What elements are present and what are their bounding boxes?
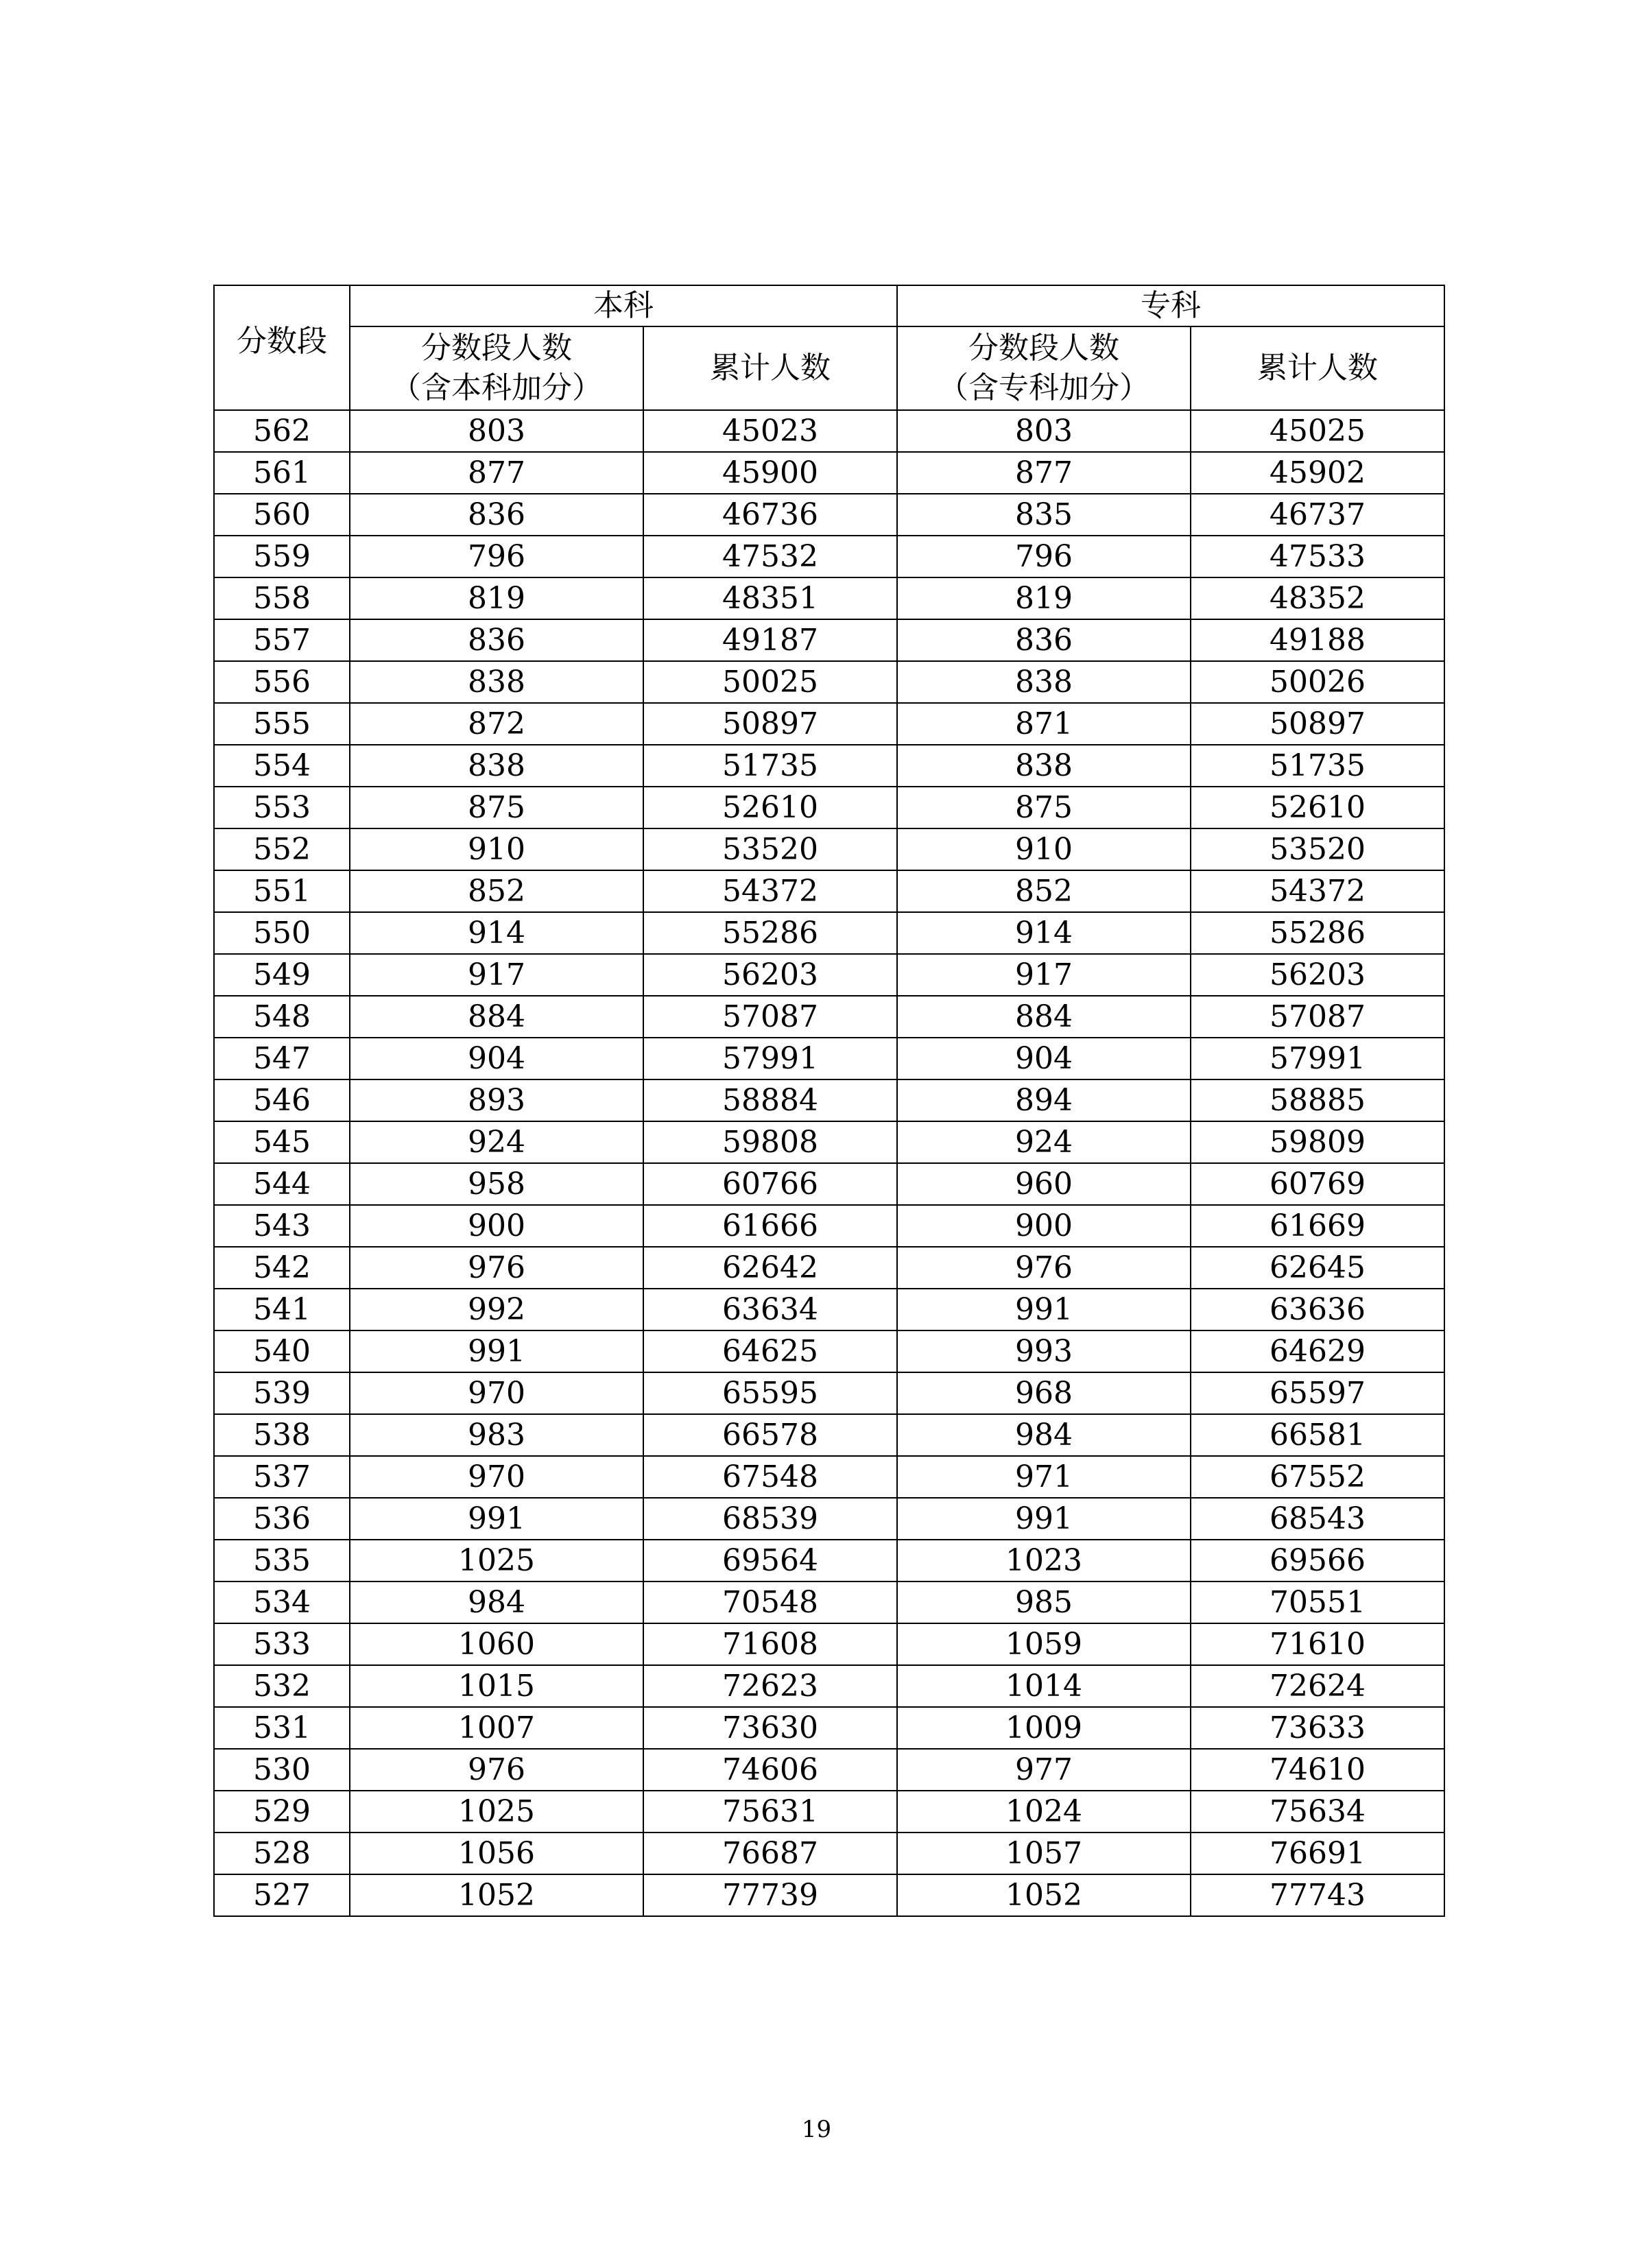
undergrad-cumulative-cell: 55286 bbox=[643, 912, 897, 954]
undergrad-count-cell: 877 bbox=[350, 452, 643, 494]
table-row bbox=[214, 1791, 1444, 1833]
score-cell: 542 bbox=[214, 1247, 350, 1289]
junior-cumulative-cell: 45902 bbox=[1191, 452, 1444, 494]
table-row bbox=[214, 1874, 1444, 1916]
undergrad-cumulative-cell: 66578 bbox=[643, 1414, 897, 1456]
junior-cumulative-cell: 62645 bbox=[1191, 1247, 1444, 1289]
undergrad-count-cell: 991 bbox=[350, 1498, 643, 1540]
undergrad-count-cell: 838 bbox=[350, 745, 643, 787]
undergrad-cumulative-cell: 53520 bbox=[643, 828, 897, 870]
junior-count-cell: 871 bbox=[897, 703, 1191, 745]
table-row bbox=[214, 1079, 1444, 1121]
undergrad-count-cell: 872 bbox=[350, 703, 643, 745]
junior-count-cell: 917 bbox=[897, 954, 1191, 996]
junior-count-cell: 875 bbox=[897, 787, 1191, 828]
undergrad-count-cell: 884 bbox=[350, 996, 643, 1038]
junior-cumulative-cell: 50026 bbox=[1191, 661, 1444, 703]
undergrad-count-cell: 893 bbox=[350, 1079, 643, 1121]
undergrad-cumulative-cell: 62642 bbox=[643, 1247, 897, 1289]
junior-cumulative-cell: 57087 bbox=[1191, 996, 1444, 1038]
junior-cumulative-cell: 70551 bbox=[1191, 1581, 1444, 1623]
table-row bbox=[214, 494, 1444, 536]
junior-count-cell: 971 bbox=[897, 1456, 1191, 1498]
junior-cumulative-cell: 77743 bbox=[1191, 1874, 1444, 1916]
junior-cumulative-cell: 67552 bbox=[1191, 1456, 1444, 1498]
score-distribution-table bbox=[213, 285, 1445, 1917]
score-cell: 560 bbox=[214, 494, 350, 536]
score-cell: 544 bbox=[214, 1163, 350, 1205]
junior-count-cell: 985 bbox=[897, 1581, 1191, 1623]
undergrad-cumulative-cell: 54372 bbox=[643, 870, 897, 912]
junior-cumulative-cell: 63636 bbox=[1191, 1289, 1444, 1330]
score-cell: 538 bbox=[214, 1414, 350, 1456]
undergrad-count-cell: 852 bbox=[350, 870, 643, 912]
junior-count-cell: 991 bbox=[897, 1498, 1191, 1540]
junior-count-cell: 1023 bbox=[897, 1540, 1191, 1581]
table-row bbox=[214, 1456, 1444, 1498]
junior-count-cell: 838 bbox=[897, 661, 1191, 703]
undergrad-cumulative-cell: 58884 bbox=[643, 1079, 897, 1121]
undergrad-count-cell: 914 bbox=[350, 912, 643, 954]
score-cell: 559 bbox=[214, 536, 350, 577]
score-cell: 536 bbox=[214, 1498, 350, 1540]
undergrad-cumulative-cell: 72623 bbox=[643, 1665, 897, 1707]
score-cell: 539 bbox=[214, 1372, 350, 1414]
score-cell: 550 bbox=[214, 912, 350, 954]
junior-cumulative-cell: 64629 bbox=[1191, 1330, 1444, 1372]
score-cell: 551 bbox=[214, 870, 350, 912]
header-undergrad-count bbox=[350, 326, 643, 410]
table-row bbox=[214, 954, 1444, 996]
junior-count-cell: 976 bbox=[897, 1247, 1191, 1289]
undergrad-count-cell: 836 bbox=[350, 494, 643, 536]
score-cell: 535 bbox=[214, 1540, 350, 1581]
table-row bbox=[214, 1163, 1444, 1205]
table-row bbox=[214, 619, 1444, 661]
score-cell: 561 bbox=[214, 452, 350, 494]
undergrad-cumulative-cell: 59808 bbox=[643, 1121, 897, 1163]
junior-cumulative-cell: 71610 bbox=[1191, 1623, 1444, 1665]
undergrad-cumulative-cell: 46736 bbox=[643, 494, 897, 536]
table-row bbox=[214, 1665, 1444, 1707]
junior-count-cell: 1057 bbox=[897, 1833, 1191, 1874]
junior-count-cell: 1059 bbox=[897, 1623, 1191, 1665]
header-undergrad-cumulative: 累计人数 bbox=[643, 326, 897, 410]
junior-count-cell: 904 bbox=[897, 1038, 1191, 1079]
junior-count-cell: 819 bbox=[897, 577, 1191, 619]
table-row bbox=[214, 1498, 1444, 1540]
undergrad-count-cell: 924 bbox=[350, 1121, 643, 1163]
undergrad-count-cell: 1056 bbox=[350, 1833, 643, 1874]
undergrad-cumulative-cell: 60766 bbox=[643, 1163, 897, 1205]
undergrad-cumulative-cell: 77739 bbox=[643, 1874, 897, 1916]
table-row bbox=[214, 1414, 1444, 1456]
table-row bbox=[214, 1038, 1444, 1079]
score-cell: 528 bbox=[214, 1833, 350, 1874]
table-row bbox=[214, 536, 1444, 577]
junior-cumulative-cell: 57991 bbox=[1191, 1038, 1444, 1079]
score-cell: 534 bbox=[214, 1581, 350, 1623]
score-cell: 527 bbox=[214, 1874, 350, 1916]
junior-count-cell: 900 bbox=[897, 1205, 1191, 1247]
header-junior-count-line2: （含专科加分） bbox=[938, 370, 1149, 405]
table-row bbox=[214, 996, 1444, 1038]
junior-count-cell: 838 bbox=[897, 745, 1191, 787]
junior-cumulative-cell: 69566 bbox=[1191, 1540, 1444, 1581]
undergrad-cumulative-cell: 63634 bbox=[643, 1289, 897, 1330]
junior-count-cell: 836 bbox=[897, 619, 1191, 661]
junior-count-cell: 1009 bbox=[897, 1707, 1191, 1749]
undergrad-cumulative-cell: 74606 bbox=[643, 1749, 897, 1791]
header-undergrad-count-line2: （含本科加分） bbox=[391, 370, 602, 405]
table-row bbox=[214, 1330, 1444, 1372]
undergrad-count-cell: 1025 bbox=[350, 1791, 643, 1833]
junior-cumulative-cell: 53520 bbox=[1191, 828, 1444, 870]
score-cell: 531 bbox=[214, 1707, 350, 1749]
undergrad-count-cell: 970 bbox=[350, 1456, 643, 1498]
junior-count-cell: 914 bbox=[897, 912, 1191, 954]
score-cell: 532 bbox=[214, 1665, 350, 1707]
junior-cumulative-cell: 76691 bbox=[1191, 1833, 1444, 1874]
table-row bbox=[214, 1833, 1444, 1874]
junior-count-cell: 991 bbox=[897, 1289, 1191, 1330]
junior-count-cell: 796 bbox=[897, 536, 1191, 577]
junior-count-cell: 993 bbox=[897, 1330, 1191, 1372]
score-cell: 533 bbox=[214, 1623, 350, 1665]
undergrad-cumulative-cell: 64625 bbox=[643, 1330, 897, 1372]
header-score-label: 分数段 bbox=[237, 324, 327, 359]
table-row bbox=[214, 1205, 1444, 1247]
junior-cumulative-cell: 50897 bbox=[1191, 703, 1444, 745]
score-cell: 541 bbox=[214, 1289, 350, 1330]
junior-count-cell: 894 bbox=[897, 1079, 1191, 1121]
undergrad-cumulative-cell: 50897 bbox=[643, 703, 897, 745]
score-cell: 545 bbox=[214, 1121, 350, 1163]
undergrad-count-cell: 1060 bbox=[350, 1623, 643, 1665]
junior-cumulative-cell: 68543 bbox=[1191, 1498, 1444, 1540]
junior-cumulative-cell: 46737 bbox=[1191, 494, 1444, 536]
score-cell: 543 bbox=[214, 1205, 350, 1247]
header-junior: 专科 bbox=[897, 285, 1444, 326]
junior-cumulative-cell: 60769 bbox=[1191, 1163, 1444, 1205]
undergrad-cumulative-cell: 50025 bbox=[643, 661, 897, 703]
undergrad-count-cell: 819 bbox=[350, 577, 643, 619]
header-undergrad-count-line1: 分数段人数 bbox=[421, 331, 572, 366]
junior-count-cell: 984 bbox=[897, 1414, 1191, 1456]
junior-cumulative-cell: 49188 bbox=[1191, 619, 1444, 661]
undergrad-cumulative-cell: 68539 bbox=[643, 1498, 897, 1540]
undergrad-cumulative-cell: 47532 bbox=[643, 536, 897, 577]
junior-cumulative-cell: 61669 bbox=[1191, 1205, 1444, 1247]
header-junior-cumulative: 累计人数 bbox=[1191, 326, 1444, 410]
score-cell: 548 bbox=[214, 996, 350, 1038]
table-row bbox=[214, 1121, 1444, 1163]
header-row-sub bbox=[214, 326, 1444, 410]
undergrad-cumulative-cell: 67548 bbox=[643, 1456, 897, 1498]
undergrad-count-cell: 875 bbox=[350, 787, 643, 828]
header-junior-count-line1: 分数段人数 bbox=[968, 331, 1119, 366]
junior-count-cell: 835 bbox=[897, 494, 1191, 536]
junior-cumulative-cell: 48352 bbox=[1191, 577, 1444, 619]
junior-count-cell: 960 bbox=[897, 1163, 1191, 1205]
undergrad-count-cell: 803 bbox=[350, 410, 643, 452]
junior-cumulative-cell: 74610 bbox=[1191, 1749, 1444, 1791]
undergrad-count-cell: 970 bbox=[350, 1372, 643, 1414]
junior-count-cell: 1014 bbox=[897, 1665, 1191, 1707]
score-cell: 554 bbox=[214, 745, 350, 787]
undergrad-count-cell: 838 bbox=[350, 661, 643, 703]
page-number: 19 bbox=[801, 2116, 832, 2143]
header-score bbox=[214, 285, 350, 410]
undergrad-cumulative-cell: 71608 bbox=[643, 1623, 897, 1665]
junior-cumulative-cell: 45025 bbox=[1191, 410, 1444, 452]
undergrad-count-cell: 917 bbox=[350, 954, 643, 996]
junior-cumulative-cell: 47533 bbox=[1191, 536, 1444, 577]
score-cell: 529 bbox=[214, 1791, 350, 1833]
undergrad-cumulative-cell: 61666 bbox=[643, 1205, 897, 1247]
score-cell: 537 bbox=[214, 1456, 350, 1498]
undergrad-count-cell: 983 bbox=[350, 1414, 643, 1456]
junior-cumulative-cell: 66581 bbox=[1191, 1414, 1444, 1456]
table-row bbox=[214, 1707, 1444, 1749]
table-row bbox=[214, 745, 1444, 787]
undergrad-cumulative-cell: 73630 bbox=[643, 1707, 897, 1749]
junior-cumulative-cell: 52610 bbox=[1191, 787, 1444, 828]
undergrad-cumulative-cell: 48351 bbox=[643, 577, 897, 619]
undergrad-count-cell: 836 bbox=[350, 619, 643, 661]
table-row bbox=[214, 828, 1444, 870]
table-row bbox=[214, 912, 1444, 954]
table-row bbox=[214, 1749, 1444, 1791]
junior-cumulative-cell: 59809 bbox=[1191, 1121, 1444, 1163]
table-row bbox=[214, 1581, 1444, 1623]
junior-count-cell: 924 bbox=[897, 1121, 1191, 1163]
score-cell: 546 bbox=[214, 1079, 350, 1121]
junior-cumulative-cell: 56203 bbox=[1191, 954, 1444, 996]
score-cell: 552 bbox=[214, 828, 350, 870]
table-row bbox=[214, 1247, 1444, 1289]
undergrad-count-cell: 1015 bbox=[350, 1665, 643, 1707]
junior-cumulative-cell: 55286 bbox=[1191, 912, 1444, 954]
header-undergrad: 本科 bbox=[350, 285, 897, 326]
undergrad-count-cell: 904 bbox=[350, 1038, 643, 1079]
score-cell: 540 bbox=[214, 1330, 350, 1372]
undergrad-cumulative-cell: 76687 bbox=[643, 1833, 897, 1874]
undergrad-count-cell: 1025 bbox=[350, 1540, 643, 1581]
table-row bbox=[214, 1540, 1444, 1581]
table-row bbox=[214, 703, 1444, 745]
score-cell: 549 bbox=[214, 954, 350, 996]
undergrad-count-cell: 910 bbox=[350, 828, 643, 870]
score-cell: 556 bbox=[214, 661, 350, 703]
table-row bbox=[214, 661, 1444, 703]
undergrad-count-cell: 992 bbox=[350, 1289, 643, 1330]
table-row bbox=[214, 870, 1444, 912]
score-cell: 558 bbox=[214, 577, 350, 619]
table-row bbox=[214, 1372, 1444, 1414]
undergrad-count-cell: 1007 bbox=[350, 1707, 643, 1749]
undergrad-cumulative-cell: 52610 bbox=[643, 787, 897, 828]
junior-cumulative-cell: 73633 bbox=[1191, 1707, 1444, 1749]
undergrad-count-cell: 976 bbox=[350, 1247, 643, 1289]
table-row bbox=[214, 1289, 1444, 1330]
undergrad-cumulative-cell: 70548 bbox=[643, 1581, 897, 1623]
undergrad-count-cell: 796 bbox=[350, 536, 643, 577]
score-cell: 547 bbox=[214, 1038, 350, 1079]
undergrad-count-cell: 976 bbox=[350, 1749, 643, 1791]
score-cell: 553 bbox=[214, 787, 350, 828]
junior-count-cell: 1052 bbox=[897, 1874, 1191, 1916]
header-junior-count bbox=[897, 326, 1191, 410]
junior-count-cell: 884 bbox=[897, 996, 1191, 1038]
junior-cumulative-cell: 54372 bbox=[1191, 870, 1444, 912]
junior-count-cell: 977 bbox=[897, 1749, 1191, 1791]
undergrad-cumulative-cell: 56203 bbox=[643, 954, 897, 996]
undergrad-cumulative-cell: 75631 bbox=[643, 1791, 897, 1833]
score-cell: 562 bbox=[214, 410, 350, 452]
junior-count-cell: 877 bbox=[897, 452, 1191, 494]
table-row bbox=[214, 452, 1444, 494]
junior-cumulative-cell: 65597 bbox=[1191, 1372, 1444, 1414]
undergrad-cumulative-cell: 51735 bbox=[643, 745, 897, 787]
undergrad-count-cell: 1052 bbox=[350, 1874, 643, 1916]
junior-count-cell: 803 bbox=[897, 410, 1191, 452]
junior-count-cell: 968 bbox=[897, 1372, 1191, 1414]
junior-count-cell: 910 bbox=[897, 828, 1191, 870]
junior-cumulative-cell: 75634 bbox=[1191, 1791, 1444, 1833]
undergrad-cumulative-cell: 45023 bbox=[643, 410, 897, 452]
undergrad-count-cell: 900 bbox=[350, 1205, 643, 1247]
table-row bbox=[214, 787, 1444, 828]
junior-cumulative-cell: 51735 bbox=[1191, 745, 1444, 787]
undergrad-cumulative-cell: 57991 bbox=[643, 1038, 897, 1079]
undergrad-count-cell: 991 bbox=[350, 1330, 643, 1372]
undergrad-cumulative-cell: 57087 bbox=[643, 996, 897, 1038]
undergrad-count-cell: 984 bbox=[350, 1581, 643, 1623]
table-row bbox=[214, 1623, 1444, 1665]
table-body bbox=[214, 410, 1444, 1916]
undergrad-cumulative-cell: 69564 bbox=[643, 1540, 897, 1581]
junior-count-cell: 1024 bbox=[897, 1791, 1191, 1833]
undergrad-cumulative-cell: 65595 bbox=[643, 1372, 897, 1414]
junior-cumulative-cell: 58885 bbox=[1191, 1079, 1444, 1121]
header-row-main bbox=[214, 285, 1444, 326]
table-row bbox=[214, 577, 1444, 619]
undergrad-cumulative-cell: 45900 bbox=[643, 452, 897, 494]
junior-count-cell: 852 bbox=[897, 870, 1191, 912]
undergrad-count-cell: 958 bbox=[350, 1163, 643, 1205]
score-cell: 557 bbox=[214, 619, 350, 661]
junior-cumulative-cell: 72624 bbox=[1191, 1665, 1444, 1707]
score-cell: 530 bbox=[214, 1749, 350, 1791]
score-cell: 555 bbox=[214, 703, 350, 745]
table-row bbox=[214, 410, 1444, 452]
undergrad-cumulative-cell: 49187 bbox=[643, 619, 897, 661]
